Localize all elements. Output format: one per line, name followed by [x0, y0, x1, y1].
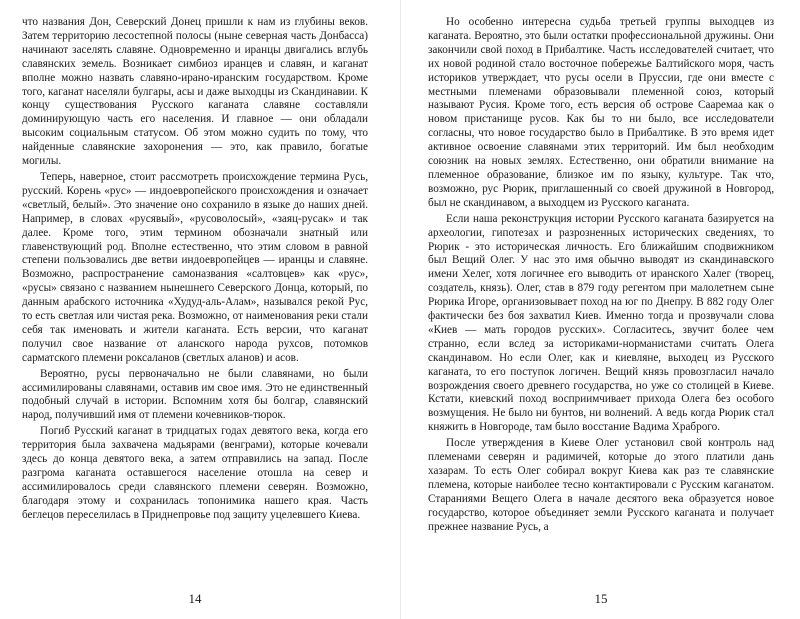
- left-paragraph-2: Теперь, наверное, стоит рассмотреть происхождение термина Русь, русский. Корень «рус» — индоевропейского происхождения и означает «светлый, белый». Это значение оно сохранило в языке до наших дней. Например, в словах «русявый», «русоволосый», «заяц-русак» и так далее. Кроме того, этим термином обозначали знатный или главенствующий род. Вполне естественно, что этим словом в равной степени пользовались две ветви индоевропейцев — иранцы и славяне. Возможно, распространение самоназвания «салтовцев» как «рус», «русы» связано с названием нынешнего Северского Донца, который, по данным арабского источника «Худуд-аль-Алам», назывался рекой Рус, то есть светлая или чистая река. Возможно, от наименования реки стали себя так именовать и жители каганата. Есть версии, что каганат получил свое название от аланского народа рухсов, потомков сарматского племени роксаланов (светлых аланов) и асов.: [22, 170, 368, 364]
- left-paragraph-3: Вероятно, русы первоначально не были славянами, но были ассимилированы славянами, оставив им свое имя. Это не единственный подобный случай в истории. Вспомним хотя бы болгар, славянский народ, получивший имя от племени кочевников-тюрок.: [22, 367, 368, 422]
- right-paragraph-3: После утверждения в Киеве Олег установил свой контроль над племенами северян и радимичей, которые до этого платили дань хазарам. То есть Олег собирал вокруг Киева как раз те славянские племена, которые наиболее тесно контактировали с Русским каганатом. Стараниями Вещего Олега в начале десятого века образуется новое государство, которое объединяет земли Русского каганата и получает прежнее название Русь, а: [428, 437, 774, 533]
- left-page: [22, 16, 368, 619]
- left-page-number: 14: [188, 591, 202, 606]
- right-page: [428, 16, 774, 619]
- page-gutter: [400, 0, 401, 619]
- right-paragraph-1: Но особенно интересна судьба третьей группы выходцев из каганата. Вероятно, это были остатки профессиональной дружины. Они закончили свой поход в Прибалтике. Часть исследователей считает, что их новой родиной стало восточное побережье Балтийского моря, часть историков утверждает, что русы осели в Пруссии, где они вместе с местными племенами образовывали племенной союз, который называют Русия. Кроме того, есть версия об острове Сааремаа как о новом пристанище русов. Как бы то ни было, все исследователи согласны, что новое государство было в Прибалтике. В это время идет активное освоение славянами этих территорий. Им был необходим союзник на новых землях. Естественно, они обратили внимание на племенное образование, близкое им по языку, культуре. Так что, возможно, рус Рюрик, приглашенный со своей дружиной в Новгород, был не скандинавом, а выходцем из Русского каганата.: [428, 16, 774, 209]
- left-paragraph-4: Погиб Русский каганат в тридцатых годах девятого века, когда его территория была захвачена мадьярами (венграми), которые кочевали здесь до конца девятого века, а затем отправились на запад. После разгрома каганата оставшегося население отошла на север и ассимилировалось среди славянского племени северян. Возможно, благодаря этому и сохранилась топонимика нашего края. Часть беглецов переселилась в Приднепровье под защиту уцелевшего Киева.: [22, 425, 368, 521]
- left-paragraph-1: что названия Дон, Северский Донец пришли к нам из глубины веков. Затем территорию лесостепной полосы (ныне северная часть Донбасса) начинают заселять славяне. Одновременно и иранцы двигались вглубь славянских земель. Возникает симбиоз иранцев и славян, и каганат вполне можно назвать славяно-ирано-иранским государством. Кроме того, каганат населяли булгары, асы и даже выходцы из Скандинавии. К концу существования Русского каганата славяне составляли доминирующую часть его населения. И главное — они обладали высоким социальным статусом. Об этом можно судить по тому, что найденные славянские захоронения — это, как правило, богатые могилы.: [22, 16, 368, 168]
- right-page-number: 15: [594, 591, 608, 606]
- right-paragraph-2: Если наша реконструкция истории Русского каганата базируется на археологии, гипотезах и разрозненных исторических сведениях, то Рюрик - это историческая личность. Его ближайшим сподвижником был Вещий Олег. У нас это имя обычно выводят из скандинавского имени Хелег, хотя логичнее его выводить от иранского Халег (творец, создатель, князь). Олег, став в 879 году регентом при малолетнем сыне Рюрика Игоре, организовывает поход на юг по Днепру. В 882 году Олег фактически без боя захватил Киев. Именно тогда и прозвучали слова «Киев — мать городов русских». Согласитесь, звучит более чем странно, если вслед за историками-норманистами считать Олега скандинавом. Но если Олег, как и киевляне, выходец из Русского каганата, то его поступок логичен. Вещий князь провозгласил начало возрождения своего древнего государства, но уже со столицей в Киеве. Кстати, киевский поход восприимчивает прихода Олега без особого возмущения. Не было ни бунтов, ни волнений. А ведь когда Рюрик стал княжить в Новгороде, там было восстание Вадима Храброго.: [428, 212, 774, 434]
